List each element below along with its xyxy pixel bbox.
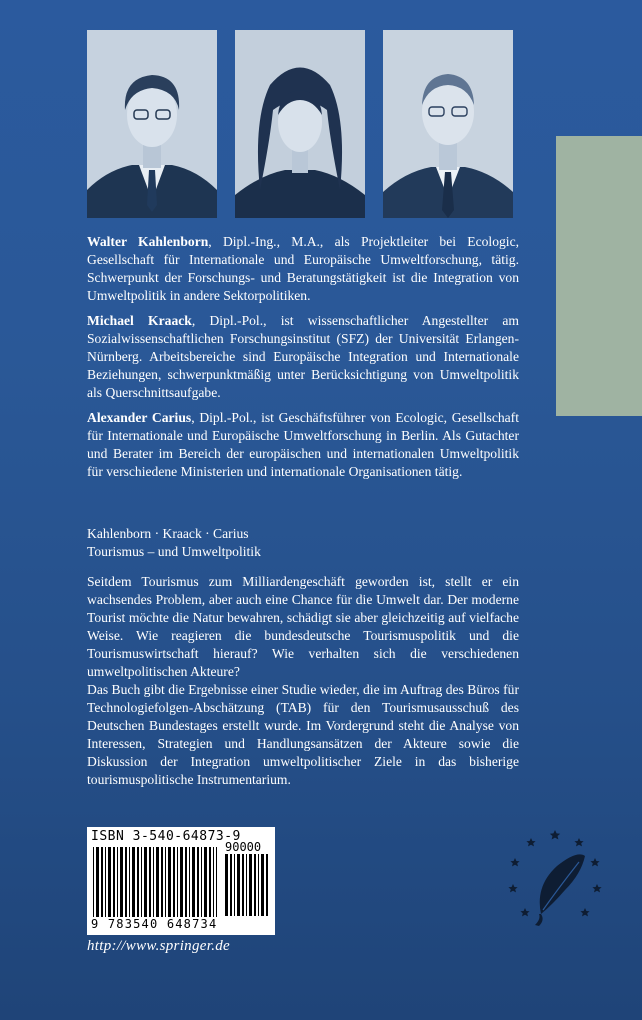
barcode-bar xyxy=(113,847,115,917)
publisher-url[interactable]: http://www.springer.de xyxy=(87,938,230,954)
barcode-bar xyxy=(156,847,159,917)
barcode-bar xyxy=(168,847,171,917)
barcode-bar xyxy=(141,847,142,917)
barcode-bar xyxy=(144,847,147,917)
barcode-bar xyxy=(246,854,247,916)
barcode-bar xyxy=(149,847,151,917)
barcode-bar xyxy=(266,854,268,916)
portrait-icon xyxy=(383,30,513,218)
book-authors: Kahlenborn · Kraack · Carius xyxy=(87,526,249,541)
barcode-bar xyxy=(93,847,94,917)
book-heading xyxy=(87,525,519,561)
description-paragraph: Seitdem Tourismus zum Milliardengeschäft geworden ist, stellt er ein wachsendes Problem, aber auch eine Chance für die Umwelt dar. Der moderne Tourist möchte die Natur bewahren, schädigt sie aber gleichzeitig auf vielfache Weise. Wie reagieren die bundesdeutsche Tourismuspolitik und die Tourismuswirtschaft hierauf? Wie verhalten sich die verschiedenen umweltpolitischen Akteure? xyxy=(87,574,519,679)
barcode-bar xyxy=(153,847,154,917)
barcode-bar xyxy=(180,847,183,917)
barcode-bar xyxy=(173,847,175,917)
barcode-bar xyxy=(161,847,163,917)
bio-text: , Dipl.-Pol., ist Geschäftsführer von Ecologic, Gesellschaft für Internationale und Europäische Umweltforschung in Berlin. Als Gutachter und Berater im Bereich der europäischen und internationalen Umweltpolitik für verschiedene Ministerien und internationale Organisationen tätig. xyxy=(87,410,519,479)
barcode-bar xyxy=(209,847,211,917)
barcode-bar xyxy=(101,847,103,917)
bio-text: , Dipl.-Pol., ist wissenschaftlicher Angestellter am Sozialwissenschaftlichen Forschungsinstitut (SFZ) der Universität Erlangen-Nürnberg. Arbeitsbereiche sind Europäische Integration und Internationale Beziehungen, schwerpunktmäßig unter Berücksichtigung von Umweltpolitik als Querschnittsaufgabe. xyxy=(87,313,519,400)
barcode-bar xyxy=(165,847,166,917)
author-photo-kraack xyxy=(235,30,365,218)
springer-feather-logo-icon xyxy=(505,826,605,931)
barcode xyxy=(87,827,275,935)
barcode-bar xyxy=(132,847,135,917)
barcode-bar xyxy=(201,847,202,917)
bio-text: , Dipl.-Ing., M.A., als Projektleiter bei Ecologic, Gesellschaft für Internationale und Europäische Umweltforschung, tätig. Schwerpunkt der Forschungs- und Beratungstätigkeit ist die Integration von Umweltpolitik in andere Sektorpolitiken. xyxy=(87,234,520,303)
barcode-bar xyxy=(189,847,190,917)
bio-carius xyxy=(87,409,519,481)
barcode-bar xyxy=(258,854,259,916)
barcode-bar xyxy=(249,854,252,916)
barcode-bar xyxy=(108,847,111,917)
barcode-bar xyxy=(129,847,130,917)
barcode-bar xyxy=(254,854,256,916)
author-photo-carius xyxy=(383,30,513,218)
author-bios xyxy=(87,233,519,488)
barcode-bar xyxy=(125,847,127,917)
ean-number: 9 783540 648734 xyxy=(91,917,218,931)
barcode-bar xyxy=(242,854,244,916)
barcode-bar xyxy=(230,854,232,916)
isbn-number: ISBN 3-540-64873-9 xyxy=(91,829,241,844)
barcode-bar xyxy=(197,847,199,917)
bio-kahlenborn xyxy=(87,233,519,305)
bio-name: Walter Kahlenborn xyxy=(87,234,209,249)
barcode-bar xyxy=(96,847,99,917)
barcode-supplement: 90000 xyxy=(225,840,262,854)
barcode-bar xyxy=(225,854,228,916)
book-description xyxy=(87,573,519,789)
portrait-icon xyxy=(87,30,217,218)
barcode-bar xyxy=(117,847,118,917)
barcode-bar xyxy=(137,847,139,917)
barcode-bar xyxy=(261,854,264,916)
portrait-icon xyxy=(235,30,365,218)
barcode-icon xyxy=(93,847,217,917)
barcode-bar xyxy=(237,854,240,916)
barcode-bar xyxy=(216,847,217,917)
barcode-bar xyxy=(120,847,123,917)
bio-name: Alexander Carius xyxy=(87,410,192,425)
barcode-bar xyxy=(105,847,106,917)
barcode-bar xyxy=(192,847,195,917)
barcode-bar xyxy=(185,847,187,917)
side-color-tab xyxy=(556,136,642,416)
description-paragraph: Das Buch gibt die Ergebnisse einer Studie wieder, die im Auftrag des Büros für Technologiefolgen-Abschätzung (TAB) für den Tourismusausschuß des Deutschen Bundestages erstellt wurde. Im Vordergrund steht die Analyse von Interessen, Strategien und Handlungsansätzen der Akteure sowie die Diskussion der Integration umweltpolitischer Ziele in das bisherige tourismuspolitische Instrumentarium. xyxy=(87,682,519,787)
barcode-bar xyxy=(234,854,235,916)
bio-kraack xyxy=(87,312,519,402)
barcode-bar xyxy=(177,847,178,917)
bio-name: Michael Kraack xyxy=(87,313,192,328)
barcode-supplement-icon xyxy=(225,854,269,916)
book-title: Tourismus – und Umweltpolitik xyxy=(87,544,261,559)
barcode-bar xyxy=(204,847,207,917)
barcode-bar xyxy=(213,847,214,917)
author-photo-kahlenborn xyxy=(87,30,217,218)
